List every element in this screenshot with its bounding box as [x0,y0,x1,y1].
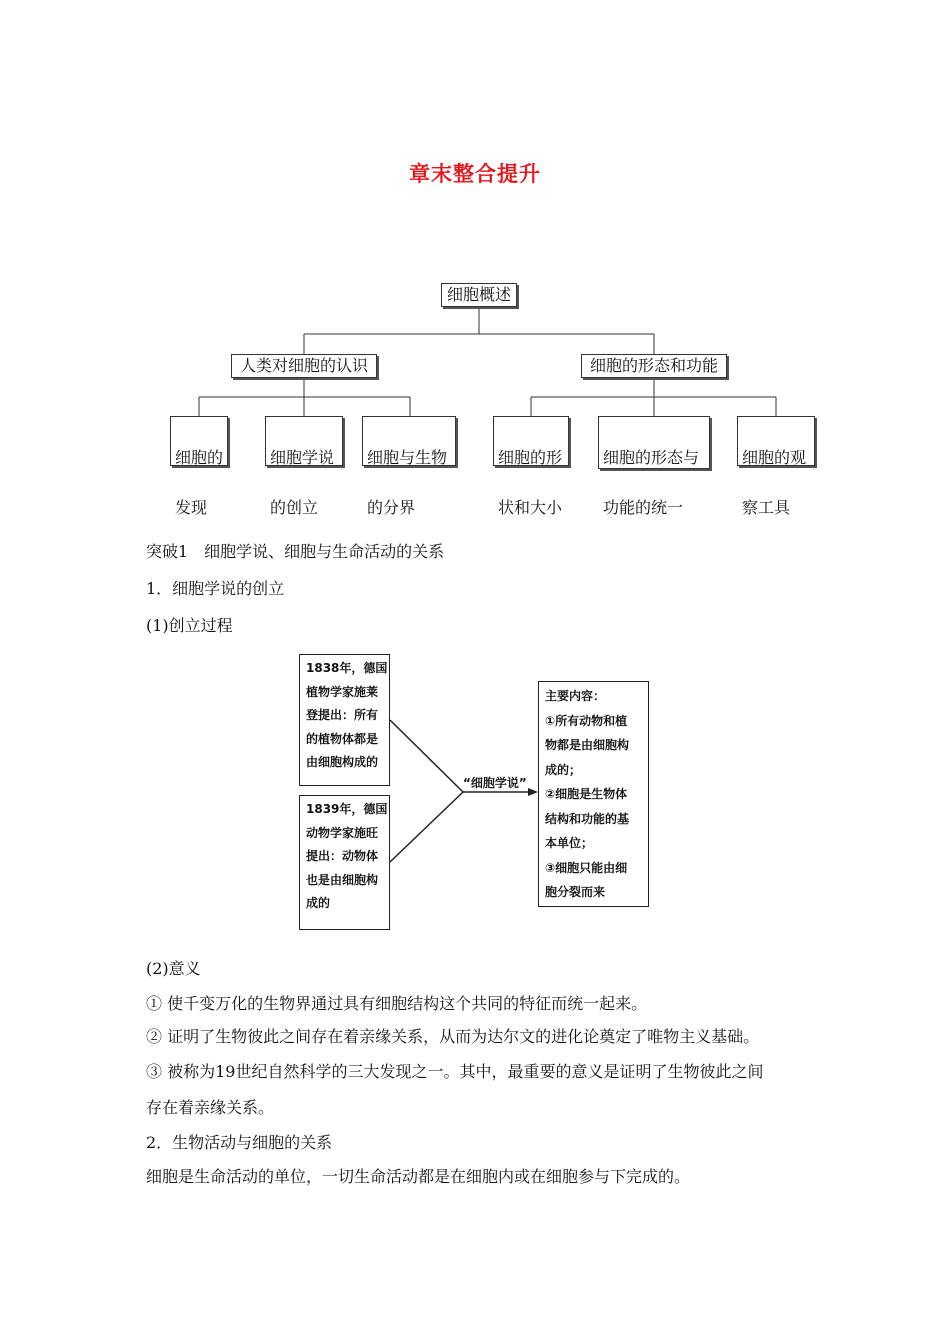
flow-box-schwann: 1839年，德国 动物学家施旺 提出：动物体 也是由细胞构 成的 [299,795,390,930]
page-title: 章末整合提升 [409,162,541,186]
flow-box-schleiden: 1838年，德国 植物学家施莱 登提出：所有 的植物体都是 由细胞构成的 [299,654,390,786]
flow-arrow-label: “细胞学说” [463,776,527,790]
concept-leaf-shape-size: 细胞的形 状和大小 [493,416,569,466]
item1-sub1: (1)创立过程 [146,616,233,635]
significance-2: ② 证明了生物彼此之间存在着亲缘关系，从而为达尔文的进化论奠定了唯物主义基础。 [146,1027,760,1046]
concept-leaf-tools: 细胞的观 察工具 [737,416,815,466]
concept-leaf-discovery: 细胞的 发现 [170,416,228,466]
significance-3: ③ 被称为19世纪自然科学的三大发现之一。其中，最重要的意义是证明了生物彼此之间 [146,1062,764,1081]
concept-root: 细胞概述 [441,283,517,307]
item2-text: 细胞是生命活动的单位，一切生命活动都是在细胞内或在细胞参与下完成的。 [146,1167,691,1186]
concept-leaf-cell-theory: 细胞学说 的创立 [265,416,343,466]
item2-heading: 2．生物活动与细胞的关系 [146,1133,333,1152]
item1-sub2: (2)意义 [146,959,201,978]
concept-branch-cognition: 人类对细胞的认识 [231,354,377,378]
item1-heading: 1．细胞学说的创立 [146,579,285,598]
flow-box-main-content: 主要内容： ①所有动物和植 物都是由细胞构 成的； ②细胞是生物体 结构和功能的基 本单位； ③细胞只能由细 胞分裂而来 [538,681,649,907]
concept-branch-morphology: 细胞的形态和功能 [581,354,727,378]
concept-leaf-boundary: 细胞与生物 的分界 [362,416,456,466]
significance-1: ① 使千变万化的生物界通过具有细胞结构这个共同的特征而统一起来。 [146,994,648,1013]
significance-3-cont: 存在着亲缘关系。 [146,1098,275,1117]
concept-leaf-form-function: 细胞的形态与 功能的统一 [598,416,710,469]
section-heading: 突破1 细胞学说、细胞与生命活动的关系 [146,542,445,561]
